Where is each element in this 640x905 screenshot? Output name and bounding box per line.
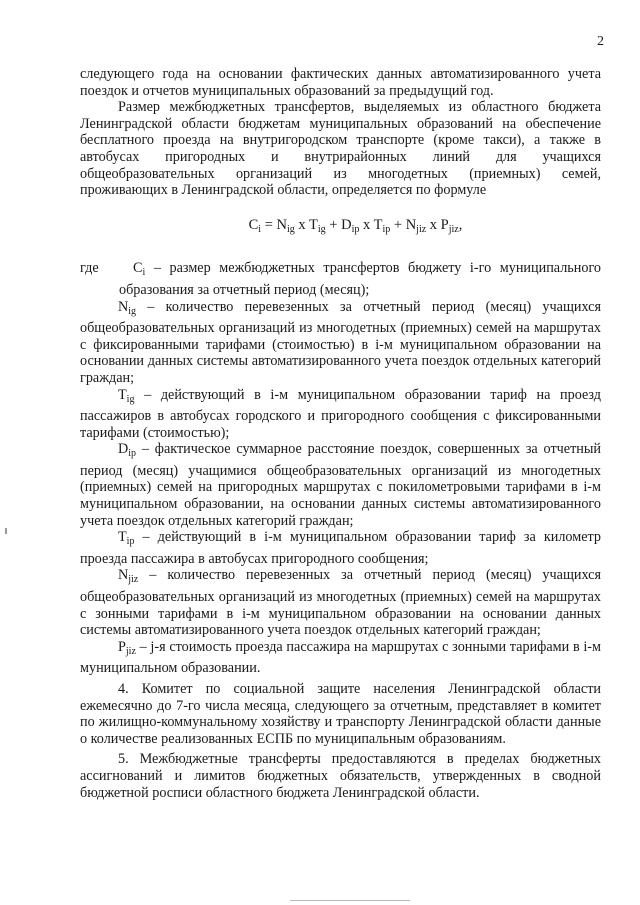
definition-tip-symbol: T bbox=[118, 529, 127, 546]
definition-tig-text: – действующий в i-м муниципальном образовании тариф на проезд пассажиров в автобусах городского и пригородного сообщения с фиксированными тарифами (стоимостью); bbox=[80, 386, 601, 441]
paragraph-transfer-size: Размер межбюджетных трансфертов, выделяемых из областного бюджета Ленинградской области бюджетам муниципальных образований на обеспечение бесплатного проезда на внутригородском транспорте (кроме такси), а также в автобусах пригородных и внутрирайонных линий для учащихся общеобразовательных организаций из многодетных (приемных) семей, проживающих в Ленинградской области, определяется по формуле bbox=[80, 99, 601, 199]
definition-pjiz bbox=[80, 639, 601, 677]
definition-dip-text: – фактическое суммарное расстояние поездок, совершенных за отчетный период (месяц) учащимися общеобразовательных организаций из многодетных (приемных) семей на пригородных маршрутах с покилометровыми тарифами в i-м муниципальном образовании, на основании данных системы автоматизированного учета поездок отдельных категорий граждан; bbox=[80, 441, 601, 529]
definition-nig-text: – количество перевезенных за отчетный период (месяц) учащихся общеобразовательных организаций из многодетных (приемных) семей на маршрутах с фиксированными тарифами (стоимостью) в i-м муниципальном образовании на основании данных системы автоматизированного учета поездок отдельных категорий граждан; bbox=[80, 298, 601, 386]
scan-edge-line bbox=[290, 900, 410, 901]
formula-t2: T bbox=[373, 216, 383, 233]
definition-dip-sub: ip bbox=[128, 448, 137, 460]
formula-d-sub: ip bbox=[351, 223, 360, 235]
definition-njiz-symbol: N bbox=[118, 567, 129, 584]
formula-end: , bbox=[458, 216, 463, 233]
formula-t1-sub: ig bbox=[317, 223, 326, 235]
formula-t1: T bbox=[309, 216, 318, 233]
definition-tig-sub: ig bbox=[126, 393, 135, 405]
formula-p: P bbox=[440, 216, 449, 233]
section-4: 4. Комитет по социальной защите населения Ленинградской области ежемесячно до 7-го числа месяца, следующего за отчетным, представляет в комитет по жилищно-коммунальному хозяйству и транспорту Ленинградской области данные о количестве реализованных ЕСПБ по муниципальным образованиям. bbox=[80, 681, 601, 747]
formula-d: D bbox=[341, 216, 352, 233]
paragraph-continuation: следующего года на основании фактических данных автоматизированного учета поездок и отчетов муниципальных образований за предыдущий год. bbox=[80, 66, 601, 99]
formula-x2: x bbox=[359, 216, 374, 233]
definition-dip bbox=[80, 441, 601, 529]
definition-tip-text: – действующий в i-м муниципальном образовании тариф за километр проезда пассажира в автобусах пригородного сообщения; bbox=[80, 529, 601, 567]
definition-pjiz-text: – j-я стоимость проезда пассажира на маршрутах с зонными тарифами в i-м муниципальном образовании. bbox=[80, 638, 601, 677]
formula-c-sub: i bbox=[258, 223, 262, 235]
formula-n2: N bbox=[405, 216, 417, 233]
formula-eq: = bbox=[261, 216, 277, 233]
definition-njiz-text: – количество перевезенных за отчетный период (месяц) учащихся общеобразовательных организаций из многодетных (приемных) семей на маршрутах с зонными тарифами в i-м муниципальном образовании на основании данных системы автоматизированного учета поездок отдельных категорий граждан; bbox=[80, 567, 601, 639]
definition-tig-symbol: T bbox=[118, 386, 127, 403]
definition-ci-sub: i bbox=[142, 267, 146, 279]
formula bbox=[110, 217, 601, 239]
formula-n1: N bbox=[276, 216, 287, 233]
definition-pjiz-sub: jiz bbox=[125, 645, 136, 657]
formula-x3: x bbox=[426, 216, 441, 233]
formula-p-sub: jiz bbox=[448, 223, 459, 235]
definition-ci-symbol: C bbox=[133, 260, 143, 277]
formula-c: C bbox=[248, 216, 259, 233]
formula-plus2: + bbox=[390, 216, 406, 233]
definition-tig bbox=[80, 387, 601, 442]
definition-njiz-sub: jiz bbox=[128, 574, 139, 586]
definition-where: где bbox=[80, 260, 99, 277]
definition-dip-symbol: D bbox=[118, 441, 129, 458]
definition-pjiz-symbol: P bbox=[118, 638, 126, 655]
page-number: 2 bbox=[597, 34, 604, 49]
formula-n1-sub: ig bbox=[286, 223, 295, 235]
definition-njiz bbox=[80, 567, 601, 638]
formula-t2-sub: ip bbox=[382, 223, 391, 235]
section-5: 5. Межбюджетные трансферты предоставляются в пределах бюджетных ассигнований и лимитов бюджетных обязательств, утвержденных в сводной бюджетной росписи областного бюджета Ленинградской области. bbox=[80, 751, 601, 801]
definition-ci bbox=[80, 260, 601, 298]
formula-plus1: + bbox=[325, 216, 342, 233]
definition-nig-symbol: N bbox=[118, 298, 129, 315]
formula-x1: x bbox=[294, 216, 310, 233]
document-body bbox=[80, 66, 601, 801]
definition-nig-sub: ig bbox=[128, 305, 137, 317]
definition-ci-text: – размер межбюджетных трансфертов бюджету i-го муниципального образования за отчетный период (месяц); bbox=[119, 260, 601, 298]
formula-n2-sub: jiz bbox=[416, 223, 427, 235]
definition-nig bbox=[80, 299, 601, 387]
definition-tip bbox=[80, 529, 601, 567]
scan-artifact bbox=[5, 528, 7, 534]
definition-tip-sub: ip bbox=[126, 536, 135, 548]
